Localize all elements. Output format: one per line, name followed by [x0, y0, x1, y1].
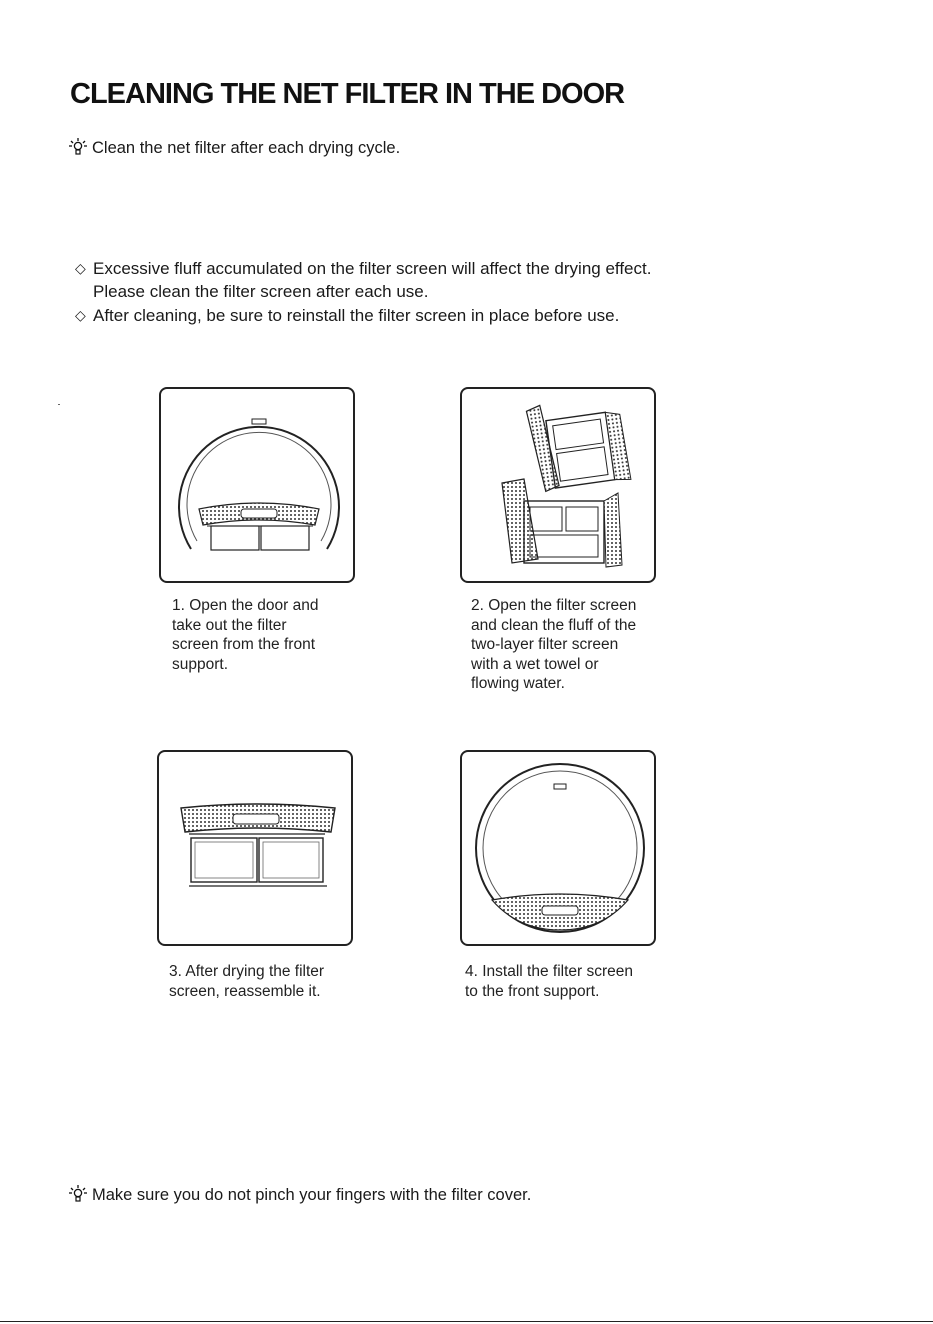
caption-line: 4. Install the filter screen	[465, 963, 633, 980]
caption-line: screen, reassemble it.	[169, 982, 321, 1000]
page-title: CLEANING THE NET FILTER IN THE DOOR	[70, 78, 625, 110]
step-4-illustration	[460, 750, 656, 946]
tip-text: Make sure you do not pinch your fingers with the filter cover.	[92, 1186, 532, 1204]
caption-line: to the front support.	[465, 982, 600, 1000]
caption-line: flowing water.	[471, 675, 565, 692]
note-reinstall	[75, 303, 619, 328]
diamond-bullet-icon: ◇	[75, 260, 86, 276]
caption-line: support.	[172, 655, 229, 673]
step-2-caption	[471, 596, 636, 694]
step-1-caption	[172, 596, 319, 674]
caption-line: with a wet towel or	[471, 655, 599, 673]
caption-line: two-layer filter screen	[471, 636, 619, 653]
step-3-caption	[169, 962, 324, 1001]
stray-mark	[58, 404, 60, 405]
tip-clean-after-cycle	[68, 138, 400, 158]
note-text: After cleaning, be sure to reinstall the filter screen in place before use.	[93, 306, 620, 325]
note-text: Excessive fluff accumulated on the filter screen will affect the drying effect.	[93, 259, 652, 278]
step-4-caption	[465, 962, 633, 1001]
footer-rule	[0, 1321, 933, 1322]
step-3-illustration	[157, 750, 353, 946]
tip-pinch-warning	[68, 1185, 531, 1205]
caption-line: 2. Open the filter screen	[471, 597, 637, 614]
caption-line: screen from the front	[172, 636, 316, 653]
caption-line: 1. Open the door and	[172, 597, 319, 614]
caption-line: 3. After drying the filter	[169, 963, 325, 980]
lightbulb-icon	[68, 1185, 88, 1203]
lightbulb-icon	[68, 138, 88, 156]
step-2-illustration	[460, 387, 656, 583]
step-1-illustration	[159, 387, 355, 583]
note-excessive-fluff-cont: Please clean the filter screen after each use.	[93, 282, 429, 301]
diamond-bullet-icon: ◇	[75, 307, 86, 323]
caption-line: and clean the fluff of the	[471, 616, 637, 634]
note-excessive-fluff	[75, 256, 651, 281]
tip-text: Clean the net filter after each drying cycle.	[92, 139, 401, 157]
caption-line: take out the filter	[172, 616, 287, 634]
